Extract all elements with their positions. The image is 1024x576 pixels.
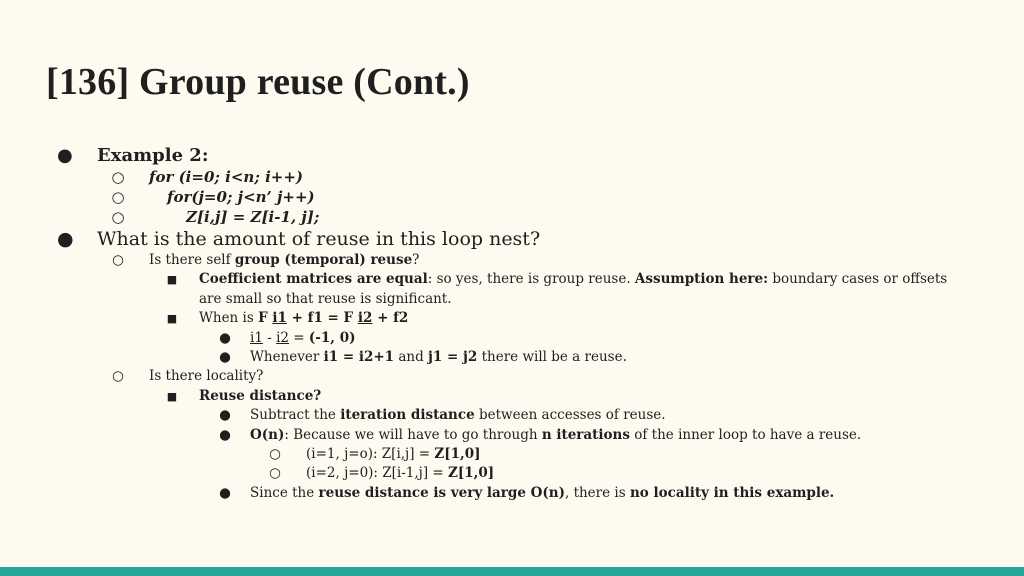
when-item: [0, 309, 1024, 328]
bullet-filled-icon: ●: [219, 426, 231, 443]
difference-text: i1 - i2 = (-1, 0): [250, 329, 356, 346]
locality-text: Is there locality?: [149, 368, 264, 385]
assumption-continuation: are small so that reuse is significant.: [199, 290, 452, 307]
when-text: When is F i1 + f1 = F i2 + f2: [199, 310, 409, 327]
slide-body: [0, 145, 1024, 503]
bullet-hollow-icon: ○: [111, 188, 125, 206]
code-line: [0, 207, 1024, 227]
bullet-filled-icon: ●: [219, 484, 231, 501]
whenever-item: [0, 348, 1024, 367]
example-item: [0, 145, 1024, 167]
access-example-item: [0, 464, 1024, 483]
question-text: What is the amount of reuse in this loop nest?: [97, 228, 541, 250]
code-text: Z[i,j] = Z[i-1, j];: [186, 208, 320, 226]
code-line: [0, 167, 1024, 187]
question-item: [0, 227, 1024, 251]
bullet-square-icon: ■: [166, 312, 178, 326]
whenever-text: Whenever i1 = i2+1 and j1 = j2 there will be a reuse.: [250, 349, 627, 366]
accent-bar: [0, 567, 1024, 576]
reuse-distance-item: [0, 387, 1024, 406]
bullet-hollow-icon: ○: [111, 208, 125, 226]
order-n-text: O(n): Because we will have to go through n iterations of the inner loop to have a reuse.: [250, 426, 862, 443]
coefficient-text: Coefficient matrices are equal: so yes, there is group reuse. Assumption here: boundary cases or offsets: [199, 271, 948, 288]
bullet-hollow-icon: ○: [111, 168, 125, 186]
subtract-item: [0, 406, 1024, 425]
coefficient-item: [0, 270, 1024, 289]
bullet-hollow-icon: ○: [269, 465, 281, 482]
difference-item: [0, 329, 1024, 348]
bullet-hollow-icon: ○: [269, 446, 281, 463]
bullet-filled-icon: ●: [57, 145, 73, 166]
bullet-hollow-icon: ○: [112, 252, 124, 268]
example-label: Example 2:: [97, 145, 209, 166]
code-text: for (i=0; i<n; i++): [149, 168, 304, 186]
coefficient-continuation: [0, 290, 1024, 309]
bullet-square-icon: ■: [166, 389, 178, 403]
bullet-filled-icon: ●: [219, 349, 231, 366]
locality-item: [0, 367, 1024, 386]
code-text: for(j=0; j<n’ j++): [167, 188, 315, 206]
subtract-text: Subtract the iteration distance between accesses of reuse.: [250, 407, 666, 424]
bullet-filled-icon: ●: [219, 329, 231, 346]
bullet-filled-icon: ●: [57, 228, 74, 250]
conclusion-item: [0, 484, 1024, 503]
reuse-distance-text: Reuse distance?: [199, 387, 322, 404]
access-example-item: [0, 445, 1024, 464]
self-reuse-item: [0, 251, 1024, 270]
bullet-filled-icon: ●: [219, 407, 231, 424]
access-example-text: (i=1, j=o): Z[i,j] = Z[1,0]: [306, 446, 481, 463]
self-reuse-text: Is there self group (temporal) reuse?: [149, 252, 420, 268]
order-n-item: [0, 426, 1024, 445]
code-line: [0, 187, 1024, 207]
access-example-text: (i=2, j=0): Z[i-1,j] = Z[1,0]: [306, 465, 495, 482]
conclusion-text: Since the reuse distance is very large O(n), there is no locality in this example.: [250, 484, 835, 501]
bullet-hollow-icon: ○: [112, 368, 124, 385]
slide-title: [136] Group reuse (Cont.): [46, 61, 470, 103]
bullet-square-icon: ■: [166, 273, 178, 287]
